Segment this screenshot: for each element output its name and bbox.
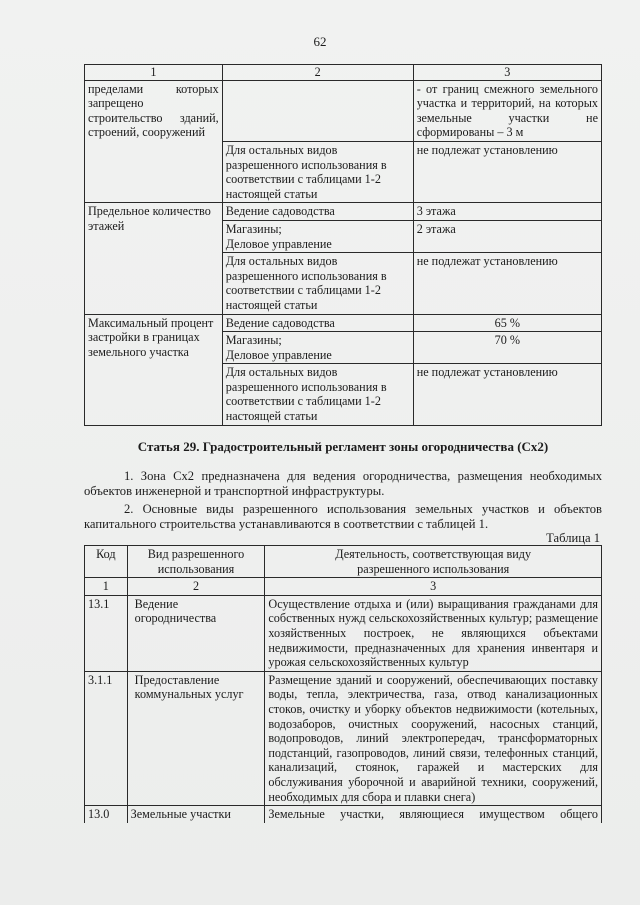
usage-cell: Ведение садоводства bbox=[222, 314, 413, 332]
usage-cell: Магазины; Деловое управление bbox=[222, 332, 413, 364]
page-number: 62 bbox=[313, 34, 327, 49]
code-cell: 13.0 bbox=[85, 806, 128, 823]
code-cell: 3.1.1 bbox=[85, 671, 128, 805]
usage-cell: Магазины; Деловое управление bbox=[222, 220, 413, 252]
usage-cell: Для остальных видов разрешенного использования в соответствии с таблицами 1-2 настоящей статьи bbox=[222, 253, 413, 314]
table-number-row bbox=[85, 578, 602, 596]
article-title: Статья 29. Градостроительный регламент зоны огородничества (Сх2) bbox=[137, 439, 549, 454]
paragraph: 2. Основные виды разрешенного использования земельных участков и объектов капитального строительства устанавливаются в соответствии с таблицей 1. bbox=[84, 502, 602, 531]
value-cell: не подлежат установлению bbox=[413, 253, 601, 314]
header-cell: Код bbox=[85, 546, 128, 578]
value-cell: 3 этажа bbox=[413, 203, 601, 221]
code-cell: 13.1 bbox=[85, 595, 128, 671]
number-cell: 2 bbox=[127, 578, 265, 596]
header-cell: Деятельность, соответствующая виду разрешенного использования bbox=[265, 546, 602, 578]
activity-cell: Размещение зданий и сооружений, обеспечивающих поставку воды, тепла, электричества, газа, отвод канализационных стоков, очистку и уборку объектов недвижимости (котельных, водозаборов, очистных сооружений, насосных станций, водопроводов, линий электропередач, трансформаторных подстанций, газопроводов, линий связи, телефонных станций, канализаций, стоянок, гаражей и мастерских для обслуживания уборочной и аварийной техники, сооружений, необходимых для сбора и плавки снега) bbox=[265, 671, 602, 805]
usage-cell: Ведение садоводства bbox=[222, 203, 413, 221]
parameter-cell: пределами которых запрещено строительство зданий, строений, сооружений bbox=[85, 80, 223, 203]
usage-cell bbox=[222, 80, 413, 141]
table-header-row bbox=[85, 546, 602, 578]
header-cell: 1 bbox=[85, 65, 223, 81]
table-row bbox=[85, 80, 602, 141]
paragraph: 1. Зона Сх2 предназначена для ведения огородничества, размещения необходимых объектов инженерной и транспортной инфраструктуры. bbox=[84, 469, 602, 498]
activity-cell: Осуществление отдыха и (или) выращивания гражданами для собственных нужд сельскохозяйственных культур; размещение хозяйственных построек, не являющихся объектами недвижимости, предназначенных для хранения инвентаря и урожая сельскохозяйственных культур bbox=[265, 595, 602, 671]
number-cell: 1 bbox=[85, 578, 128, 596]
usage-cell: Для остальных видов разрешенного использования в соответствии с таблицами 1-2 настоящей статьи bbox=[222, 141, 413, 202]
table-row bbox=[85, 595, 602, 671]
table-row bbox=[85, 314, 602, 332]
type-cell: Ведение огородничества bbox=[127, 595, 265, 671]
type-cell: Предоставление коммунальных услуг bbox=[127, 671, 265, 805]
parameter-cell: Предельное количество этажей bbox=[85, 203, 223, 314]
type-cell: Земельные участки bbox=[127, 806, 265, 823]
table-header-row bbox=[85, 65, 602, 81]
number-cell: 3 bbox=[265, 578, 602, 596]
value-cell: не подлежат установлению bbox=[413, 141, 601, 202]
table-row bbox=[85, 806, 602, 823]
usage-cell: Для остальных видов разрешенного использования в соответствии с таблицами 1-2 настоящей статьи bbox=[222, 364, 413, 425]
header-cell: 3 bbox=[413, 65, 601, 81]
header-cell: 2 bbox=[222, 65, 413, 81]
value-cell: 65 % bbox=[413, 314, 601, 332]
activity-cell: Земельные участки, являющиеся имуществом общего bbox=[265, 806, 602, 823]
regulation-table bbox=[84, 64, 602, 426]
value-cell: - от границ смежного земельного участка и территорий, на которых земельные участки не сформированы – 3 м bbox=[413, 80, 601, 141]
table-row bbox=[85, 671, 602, 805]
value-cell: 2 этажа bbox=[413, 220, 601, 252]
header-cell: Вид разрешенного использования bbox=[127, 546, 265, 578]
value-cell: 70 % bbox=[413, 332, 601, 364]
usage-types-table bbox=[84, 545, 602, 823]
table-row bbox=[85, 203, 602, 221]
value-cell: не подлежат установлению bbox=[413, 364, 601, 425]
parameter-cell: Максимальный процент застройки в границах земельного участка bbox=[85, 314, 223, 425]
table-label: Таблица 1 bbox=[546, 531, 600, 545]
